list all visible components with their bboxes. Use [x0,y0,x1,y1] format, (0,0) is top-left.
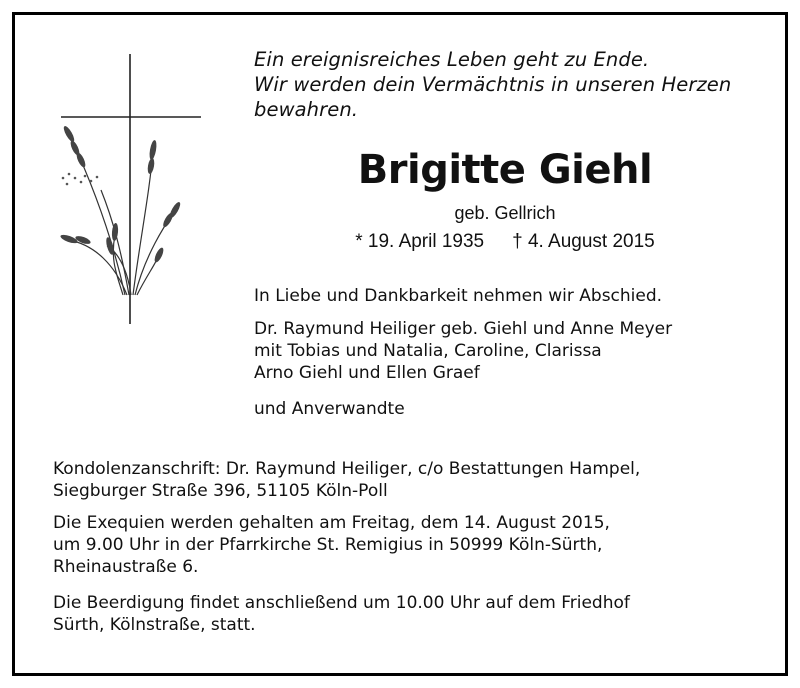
birth-date: * 19. April 1935 [355,231,485,252]
mourner-line: Dr. Raymund Heiliger geb. Giehl und Anne Meyer [254,319,673,339]
burial-info [53,592,753,636]
mourners-list [254,318,774,384]
quote-line: Ein ereignisreiches Leben geht zu Ende. [254,48,650,71]
maiden-name: geb. Gellrich [454,203,556,223]
mourner-line: Arno Giehl und Ellen Graef [254,363,480,383]
quote-line: bewahren. [254,98,359,121]
quote-line: Wir werden dein Vermächtnis in unseren Herzen [254,73,732,96]
life-dates [320,230,690,254]
farewell-text: In Liebe und Dankbarkeit nehmen wir Abschied. [254,286,663,306]
exequies-line: Die Exequien werden gehalten am Freitag, dem 14. August 2015, [53,513,610,533]
memorial-quote [254,47,774,122]
condolence-address [53,458,753,502]
cross-with-wheat-icon [55,50,215,330]
exequies-info [53,512,753,578]
burial-line: Die Beerdigung findet anschließend um 10.00 Uhr auf dem Friedhof [53,593,630,613]
condolence-line: Kondolenzanschrift: Dr. Raymund Heiliger, c/o Bestattungen Hampel, [53,459,641,479]
exequies-line: um 9.00 Uhr in der Pfarrkirche St. Remigius in 50999 Köln-Sürth, [53,535,603,555]
condolence-line: Siegburger Straße 396, 51105 Köln-Poll [53,481,388,501]
burial-line: Sürth, Kölnstraße, statt. [53,615,256,635]
death-date: † 4. August 2015 [512,231,655,252]
deceased-name: Brigitte Giehl [357,147,653,193]
relatives-text: und Anverwandte [254,399,405,419]
mourner-line: mit Tobias und Natalia, Caroline, Clarissa [254,341,602,361]
exequies-line: Rheinaustraße 6. [53,557,199,577]
